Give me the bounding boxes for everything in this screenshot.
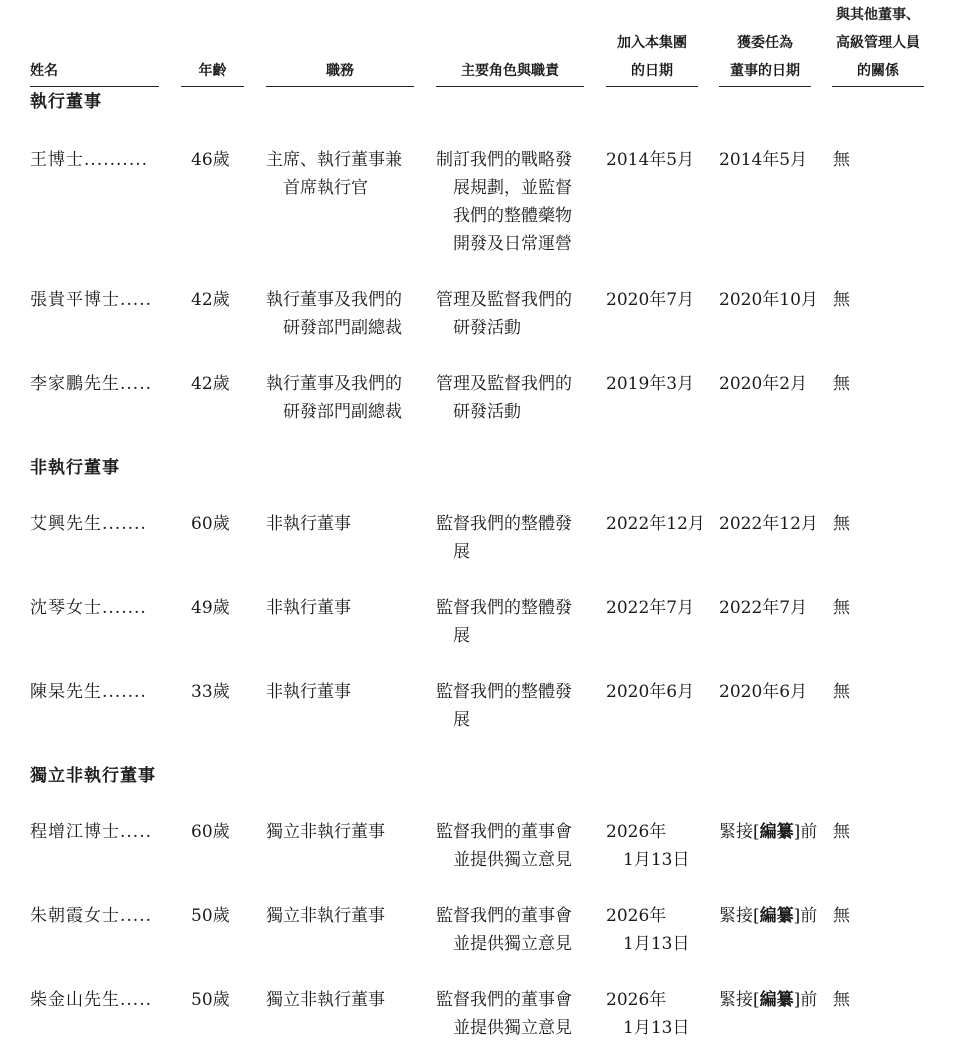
relationship: 無 — [833, 290, 850, 310]
roles-line: 監督我們的整體發 — [436, 682, 572, 702]
joined-date: 2020年7月 — [606, 290, 695, 310]
roles-line: 開發及日常運營 — [453, 234, 572, 254]
header-divider — [30, 86, 159, 87]
joined-date: 2022年12月 — [606, 514, 705, 534]
roles-line: 展 — [453, 542, 470, 562]
director-name: 張貴平博士..... — [30, 290, 153, 310]
appointed-date: 2014年5月 — [719, 150, 808, 170]
header-divider — [436, 86, 584, 87]
header-relationship-line3: 的關係 — [857, 63, 899, 79]
director-roles — [436, 594, 572, 650]
roles-line: 研發活動 — [453, 318, 521, 338]
relationship: 無 — [833, 374, 850, 394]
header-divider — [832, 86, 924, 87]
header-roles: 主要角色與職責 — [461, 63, 559, 79]
director-age: 50歲 — [191, 990, 230, 1010]
joined-date: 2020年6月 — [606, 682, 695, 702]
joined-date: 2019年3月 — [606, 374, 695, 394]
header-joined-line1: 加入本集團 — [617, 35, 687, 51]
header-appointed-line2: 董事的日期 — [730, 63, 800, 79]
director-name: 陳杲先生....... — [30, 682, 147, 702]
roles-line: 制訂我們的戰略發 — [436, 150, 572, 170]
director-name: 柴金山先生..... — [30, 990, 153, 1010]
header-age: 年齡 — [198, 63, 227, 79]
appointed-prefix: 緊接[ — [719, 822, 760, 842]
relationship: 無 — [833, 514, 850, 534]
joined-line: 1月13日 — [623, 934, 690, 954]
roles-line: 我們的整體藥物 — [453, 206, 572, 226]
appointed-prefix: 緊接[ — [719, 990, 760, 1010]
appointed-date: 2022年7月 — [719, 598, 808, 618]
roles-line: 並提供獨立意見 — [453, 934, 572, 954]
section-title-independent: 獨立非執行董事 — [30, 766, 156, 786]
joined-date — [606, 986, 689, 1042]
director-roles — [436, 986, 572, 1042]
director-name: 沈琴女士....... — [30, 598, 147, 618]
roles-line: 監督我們的董事會 — [436, 822, 572, 842]
director-age: 60歲 — [191, 514, 230, 534]
joined-line: 2026年 — [606, 822, 667, 842]
roles-line: 監督我們的整體發 — [436, 514, 572, 534]
director-age: 46歲 — [191, 150, 230, 170]
director-roles — [436, 370, 572, 426]
director-roles — [436, 286, 572, 342]
header-divider — [266, 86, 414, 87]
joined-line: 2026年 — [606, 990, 667, 1010]
roles-line: 監督我們的董事會 — [436, 990, 572, 1010]
director-position — [266, 370, 402, 426]
appointed-prefix: 緊接[ — [719, 906, 760, 926]
roles-line: 展 — [453, 710, 470, 730]
position-line: 研發部門副總裁 — [283, 318, 402, 338]
header-divider — [719, 86, 811, 87]
appointed-date — [719, 986, 817, 1014]
position-line: 執行董事及我們的 — [266, 290, 402, 310]
roles-line: 研發活動 — [453, 402, 521, 422]
joined-line: 1月13日 — [623, 1018, 690, 1038]
appointed-date: 2022年12月 — [719, 514, 818, 534]
director-position — [266, 286, 402, 342]
appointed-suffix: ]前 — [793, 990, 818, 1010]
appointed-date — [719, 818, 817, 846]
director-roles — [436, 902, 572, 958]
header-joined-line2: 的日期 — [631, 63, 673, 79]
joined-date — [606, 902, 689, 958]
director-roles — [436, 510, 572, 566]
relationship: 無 — [833, 682, 850, 702]
director-position: 非執行董事 — [266, 682, 351, 702]
roles-line: 管理及監督我們的 — [436, 374, 572, 394]
redacted-marker: 編纂 — [759, 990, 794, 1010]
director-age: 42歲 — [191, 290, 230, 310]
relationship: 無 — [833, 150, 850, 170]
joined-date: 2022年7月 — [606, 598, 695, 618]
appointed-suffix: ]前 — [793, 906, 818, 926]
position-line: 主席、執行董事兼 — [266, 150, 402, 170]
relationship: 無 — [833, 598, 850, 618]
redacted-marker: 編纂 — [759, 822, 794, 842]
director-position: 非執行董事 — [266, 598, 351, 618]
header-name: 姓名 — [30, 63, 58, 79]
joined-date: 2014年5月 — [606, 150, 695, 170]
director-position: 獨立非執行董事 — [266, 906, 385, 926]
roles-line: 展規劃，並監督 — [453, 178, 572, 198]
director-position — [266, 146, 402, 202]
director-name: 程增江博士..... — [30, 822, 153, 842]
relationship: 無 — [833, 822, 850, 842]
director-age: 49歲 — [191, 598, 230, 618]
appointed-date: 2020年6月 — [719, 682, 808, 702]
roles-line: 並提供獨立意見 — [453, 1018, 572, 1038]
appointed-date: 2020年2月 — [719, 374, 808, 394]
roles-line: 展 — [453, 626, 470, 646]
header-relationship-line1: 與其他董事、 — [836, 7, 920, 23]
roles-line: 管理及監督我們的 — [436, 290, 572, 310]
joined-line: 2026年 — [606, 906, 667, 926]
position-line: 執行董事及我們的 — [266, 374, 402, 394]
director-name: 艾興先生....... — [30, 514, 147, 534]
director-age: 60歲 — [191, 822, 230, 842]
roles-line: 監督我們的董事會 — [436, 906, 572, 926]
roles-line: 監督我們的整體發 — [436, 598, 572, 618]
director-position: 獨立非執行董事 — [266, 990, 385, 1010]
director-position: 獨立非執行董事 — [266, 822, 385, 842]
header-appointed-line1: 獲委任為 — [737, 35, 793, 51]
header-divider — [606, 86, 698, 87]
header-relationship-line2: 高級管理人員 — [836, 35, 920, 51]
section-title-executive: 執行董事 — [30, 92, 102, 112]
director-age: 50歲 — [191, 906, 230, 926]
director-roles — [436, 818, 572, 874]
redacted-marker: 編纂 — [759, 906, 794, 926]
director-name: 朱朝霞女士..... — [30, 906, 153, 926]
director-roles — [436, 146, 572, 258]
relationship: 無 — [833, 906, 850, 926]
relationship: 無 — [833, 990, 850, 1010]
position-line: 首席執行官 — [283, 178, 368, 198]
appointed-date: 2020年10月 — [719, 290, 818, 310]
header-divider — [181, 86, 244, 87]
joined-date — [606, 818, 689, 874]
appointed-date — [719, 902, 817, 930]
section-title-non-executive: 非執行董事 — [30, 458, 120, 478]
header-position: 職務 — [326, 63, 354, 79]
director-roles — [436, 678, 572, 734]
roles-line: 並提供獨立意見 — [453, 850, 572, 870]
director-name: 李家鵬先生..... — [30, 374, 153, 394]
joined-line: 1月13日 — [623, 850, 690, 870]
appointed-suffix: ]前 — [793, 822, 818, 842]
director-position: 非執行董事 — [266, 514, 351, 534]
director-age: 33歲 — [191, 682, 230, 702]
director-name: 王博士.......... — [30, 150, 149, 170]
position-line: 研發部門副總裁 — [283, 402, 402, 422]
director-age: 42歲 — [191, 374, 230, 394]
